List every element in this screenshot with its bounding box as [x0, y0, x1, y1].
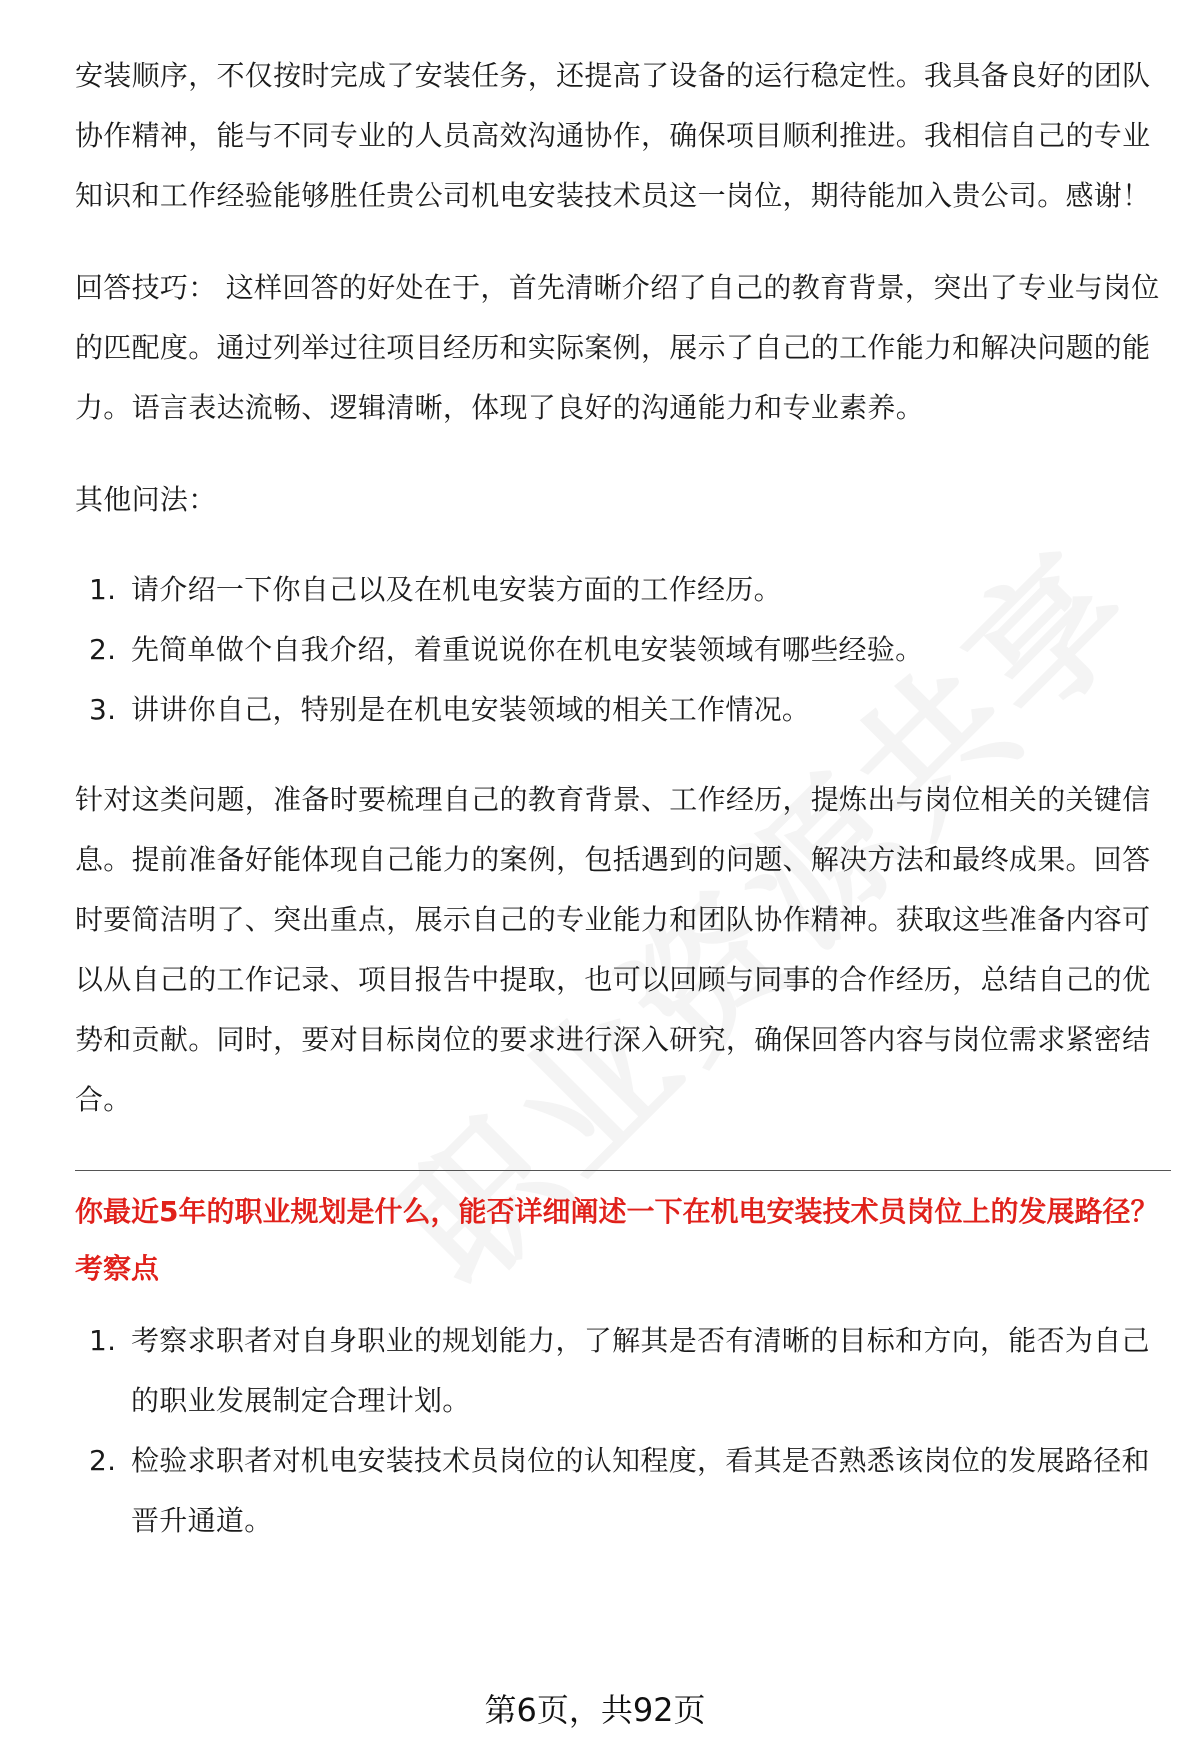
list-item [75, 620, 1171, 680]
list-number: 2. [89, 1444, 117, 1477]
list-number: 1. [89, 1324, 117, 1357]
list-number: 3. [89, 693, 117, 726]
question-heading: 你最近5年的职业规划是什么，能否详细阐述一下在机电安装技术员岗位上的发展路径？ [75, 1195, 1159, 1228]
list-item [75, 1311, 1171, 1431]
list-number: 2. [89, 633, 117, 666]
section-divider [75, 1170, 1171, 1171]
assessment-heading: 考察点 [75, 1252, 160, 1285]
list-item-text: 讲讲你自己，特别是在机电安装领域的相关工作情况。 [131, 693, 811, 726]
list-item-text: 检验求职者对机电安装技术员岗位的认知程度，看其是否熟悉该岗位的发展路径和晋升通道。 [131, 1444, 1150, 1537]
list-item [75, 1431, 1171, 1551]
list-item [75, 680, 1171, 740]
list-item [75, 560, 1171, 620]
intro-paragraph: 安装顺序，不仅按时完成了安装任务，还提高了设备的运行稳定性。我具备良好的团队协作精神，能与不同专业的人员高效沟通协作，确保项目顺利推进。我相信自己的专业知识和工作经验能够胜任贵公司机电安装技术员这一岗位，期待能加入贵公司。感谢！ [75, 59, 1151, 212]
list-item-text: 考察求职者对自身职业的规划能力，了解其是否有清晰的目标和方向，能否为自己的职业发展制定合理计划。 [131, 1324, 1150, 1417]
document-page [75, 46, 1171, 1551]
preparation-paragraph: 针对这类问题，准备时要梳理自己的教育背景、工作经历，提炼出与岗位相关的关键信息。提前准备好能体现自己能力的案例，包括遇到的问题、解决方法和最终成果。回答时要简洁明了、突出重点，展示自己的专业能力和团队协作精神。获取这些准备内容可以从自己的工作记录、项目报告中提取，也可以回顾与同事的合作经历，总结自己的优势和贡献。同时，要对目标岗位的要求进行深入研究，确保回答内容与岗位需求紧密结合。 [75, 783, 1151, 1116]
other-ways-list [75, 560, 1171, 740]
list-item-text: 先简单做个自我介绍，着重说说你在机电安装领域有哪些经验。 [131, 633, 924, 666]
page-footer: 第6页，共92页 [484, 1691, 706, 1729]
list-number: 1. [89, 573, 117, 606]
other-ways-label: 其他问法： [75, 483, 217, 516]
assessment-list [75, 1311, 1171, 1551]
list-item-text: 请介绍一下你自己以及在机电安装方面的工作经历。 [131, 573, 782, 606]
answer-tip-paragraph: 回答技巧： 这样回答的好处在于，首先清晰介绍了自己的教育背景，突出了专业与岗位的匹配度。通过列举过往项目经历和实际案例，展示了自己的工作能力和解决问题的能力。语言表达流畅、逻辑清晰，体现了良好的沟通能力和专业素养。 [75, 271, 1160, 424]
